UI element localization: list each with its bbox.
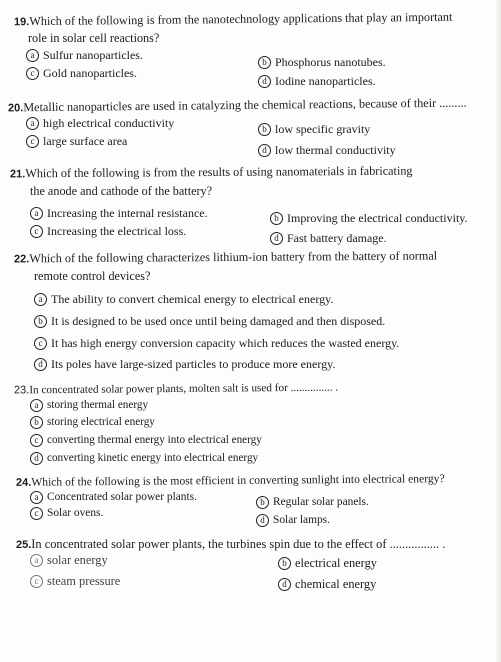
option-text: It is designed to be used once until being damaged and then disposed. bbox=[51, 314, 386, 328]
option-text: Its poles have large-sized particles to produce more energy. bbox=[51, 357, 336, 371]
question-19-stem bbox=[14, 10, 453, 30]
question-22-stem bbox=[14, 249, 437, 267]
option-bubble: a bbox=[26, 117, 39, 130]
option-23-b[interactable] bbox=[30, 415, 155, 429]
option-bubble: a bbox=[26, 49, 39, 62]
option-text: high electrical conductivity bbox=[43, 116, 175, 130]
option-text: Gold nanoparticles. bbox=[43, 66, 137, 80]
option-bubble: c bbox=[26, 135, 39, 148]
option-bubble: c bbox=[26, 67, 39, 80]
option-bubble: b bbox=[30, 416, 43, 429]
option-text: Fast battery damage. bbox=[287, 231, 387, 245]
question-number: 23. bbox=[13, 384, 30, 397]
question-19-stem-line2: role in solar cell reactions? bbox=[28, 31, 160, 45]
option-23-c[interactable] bbox=[30, 433, 262, 447]
option-bubble: d bbox=[256, 514, 269, 527]
question-text: Which of the following is from the nanotechnology applications that play an important bbox=[29, 9, 453, 29]
question-text: In concentrated solar power plants, the turbines spin due to the effect of ................ . bbox=[31, 537, 446, 551]
question-number: 22. bbox=[13, 253, 30, 266]
option-bubble: a bbox=[30, 399, 43, 412]
option-bubble: b bbox=[34, 315, 47, 328]
option-24-c[interactable] bbox=[30, 506, 103, 520]
option-bubble: d bbox=[30, 452, 43, 465]
option-text: The ability to convert chemical energy to electrical energy. bbox=[51, 292, 334, 306]
option-22-a[interactable] bbox=[34, 292, 333, 306]
option-19-c[interactable] bbox=[26, 66, 137, 80]
option-text: Solar lamps. bbox=[273, 514, 330, 526]
option-bubble: a bbox=[30, 207, 43, 220]
question-number: 20. bbox=[7, 102, 24, 115]
option-text: Phosphorus nanotubes. bbox=[275, 55, 386, 69]
option-text: Concentrated solar power plants. bbox=[47, 491, 197, 503]
option-bubble: d bbox=[270, 232, 283, 245]
option-bubble: c bbox=[30, 225, 43, 238]
question-23-stem bbox=[14, 381, 338, 398]
option-25-a[interactable] bbox=[30, 553, 108, 567]
option-25-b[interactable] bbox=[278, 556, 377, 570]
option-text: It has high energy conversion capacity which reduces the wasted energy. bbox=[51, 336, 400, 350]
option-text: low thermal conductivity bbox=[275, 143, 396, 157]
question-text: Which of the following characterizes lithium-ion battery from the battery of normal bbox=[29, 248, 438, 266]
question-number: 19. bbox=[13, 16, 30, 29]
option-bubble: d bbox=[34, 358, 47, 371]
question-22-stem-line2: remote control devices? bbox=[34, 269, 151, 283]
option-bubble: a bbox=[30, 554, 43, 567]
option-23-a[interactable] bbox=[30, 398, 148, 412]
option-text: chemical energy bbox=[295, 577, 377, 591]
question-text: Which of the following is from the results of using nanomaterials in fabricating bbox=[25, 163, 413, 181]
option-text: Solar ovens. bbox=[47, 507, 104, 519]
option-bubble: d bbox=[258, 144, 271, 157]
option-text: converting kinetic energy into electrical energy bbox=[47, 452, 259, 464]
question-21-stem bbox=[10, 164, 413, 182]
option-text: Improving the electrical conductivity. bbox=[287, 211, 468, 225]
question-number: 21. bbox=[9, 168, 26, 181]
question-24-stem bbox=[16, 472, 445, 490]
option-text: electrical energy bbox=[295, 556, 377, 570]
option-bubble: d bbox=[278, 578, 291, 591]
option-bubble: c bbox=[30, 575, 43, 588]
option-bubble: b bbox=[256, 496, 269, 509]
question-number: 25. bbox=[16, 539, 32, 551]
question-text: Which of the following is the most efficient in converting sunlight into electrical energy? bbox=[31, 472, 445, 489]
option-21-b[interactable] bbox=[270, 211, 468, 225]
option-20-d[interactable] bbox=[258, 143, 396, 157]
question-text: Metallic nanoparticles are used in catalyzing the chemical reactions, because of their ......... bbox=[23, 95, 467, 115]
option-text: low specific gravity bbox=[275, 122, 371, 136]
option-text: storing thermal energy bbox=[47, 399, 149, 411]
option-bubble: b bbox=[258, 123, 271, 136]
option-25-d[interactable] bbox=[278, 577, 376, 591]
option-bubble: a bbox=[30, 491, 43, 504]
option-19-a[interactable] bbox=[26, 48, 143, 62]
option-19-d[interactable] bbox=[258, 74, 376, 88]
option-text: Sulfur nanoparticles. bbox=[43, 48, 143, 62]
option-24-d[interactable] bbox=[256, 513, 330, 527]
option-text: Regular solar panels. bbox=[273, 496, 369, 508]
question-20-stem bbox=[8, 96, 467, 116]
option-20-a[interactable] bbox=[26, 116, 174, 130]
option-bubble: a bbox=[34, 293, 47, 306]
option-20-b[interactable] bbox=[258, 122, 370, 136]
option-text: Increasing the internal resistance. bbox=[47, 206, 208, 220]
option-24-a[interactable] bbox=[30, 490, 197, 504]
question-text: In concentrated solar power plants, molten salt is used for ............... . bbox=[29, 381, 339, 397]
option-20-c[interactable] bbox=[26, 134, 127, 148]
option-bubble: b bbox=[278, 557, 291, 570]
page-edge-shadow bbox=[495, 0, 501, 662]
option-21-a[interactable] bbox=[30, 206, 208, 220]
option-bubble: c bbox=[30, 507, 43, 520]
option-text: large surface area bbox=[43, 134, 128, 148]
option-25-c[interactable] bbox=[30, 574, 120, 588]
question-number: 24. bbox=[15, 476, 32, 489]
option-21-c[interactable] bbox=[30, 224, 186, 238]
option-text: Increasing the electrical loss. bbox=[47, 224, 187, 238]
option-22-b[interactable] bbox=[34, 314, 385, 328]
option-22-c[interactable] bbox=[34, 336, 399, 350]
question-21-stem-line2: the anode and cathode of the battery? bbox=[30, 184, 213, 198]
option-text: solar energy bbox=[47, 553, 108, 567]
option-text: steam pressure bbox=[47, 574, 121, 588]
option-bubble: c bbox=[34, 337, 47, 350]
option-text: converting thermal energy into electrical energy bbox=[47, 434, 262, 446]
option-21-d[interactable] bbox=[270, 231, 387, 245]
option-22-d[interactable] bbox=[34, 357, 335, 371]
option-19-b[interactable] bbox=[258, 55, 386, 69]
question-25-stem bbox=[16, 537, 445, 552]
option-23-d[interactable] bbox=[30, 451, 258, 465]
option-text: Iodine nanoparticles. bbox=[275, 74, 376, 88]
option-text: storing electrical energy bbox=[47, 416, 155, 428]
option-bubble: b bbox=[258, 56, 271, 69]
option-24-b[interactable] bbox=[256, 495, 369, 509]
option-bubble: c bbox=[30, 434, 43, 447]
option-bubble: b bbox=[270, 212, 283, 225]
option-bubble: d bbox=[258, 75, 271, 88]
